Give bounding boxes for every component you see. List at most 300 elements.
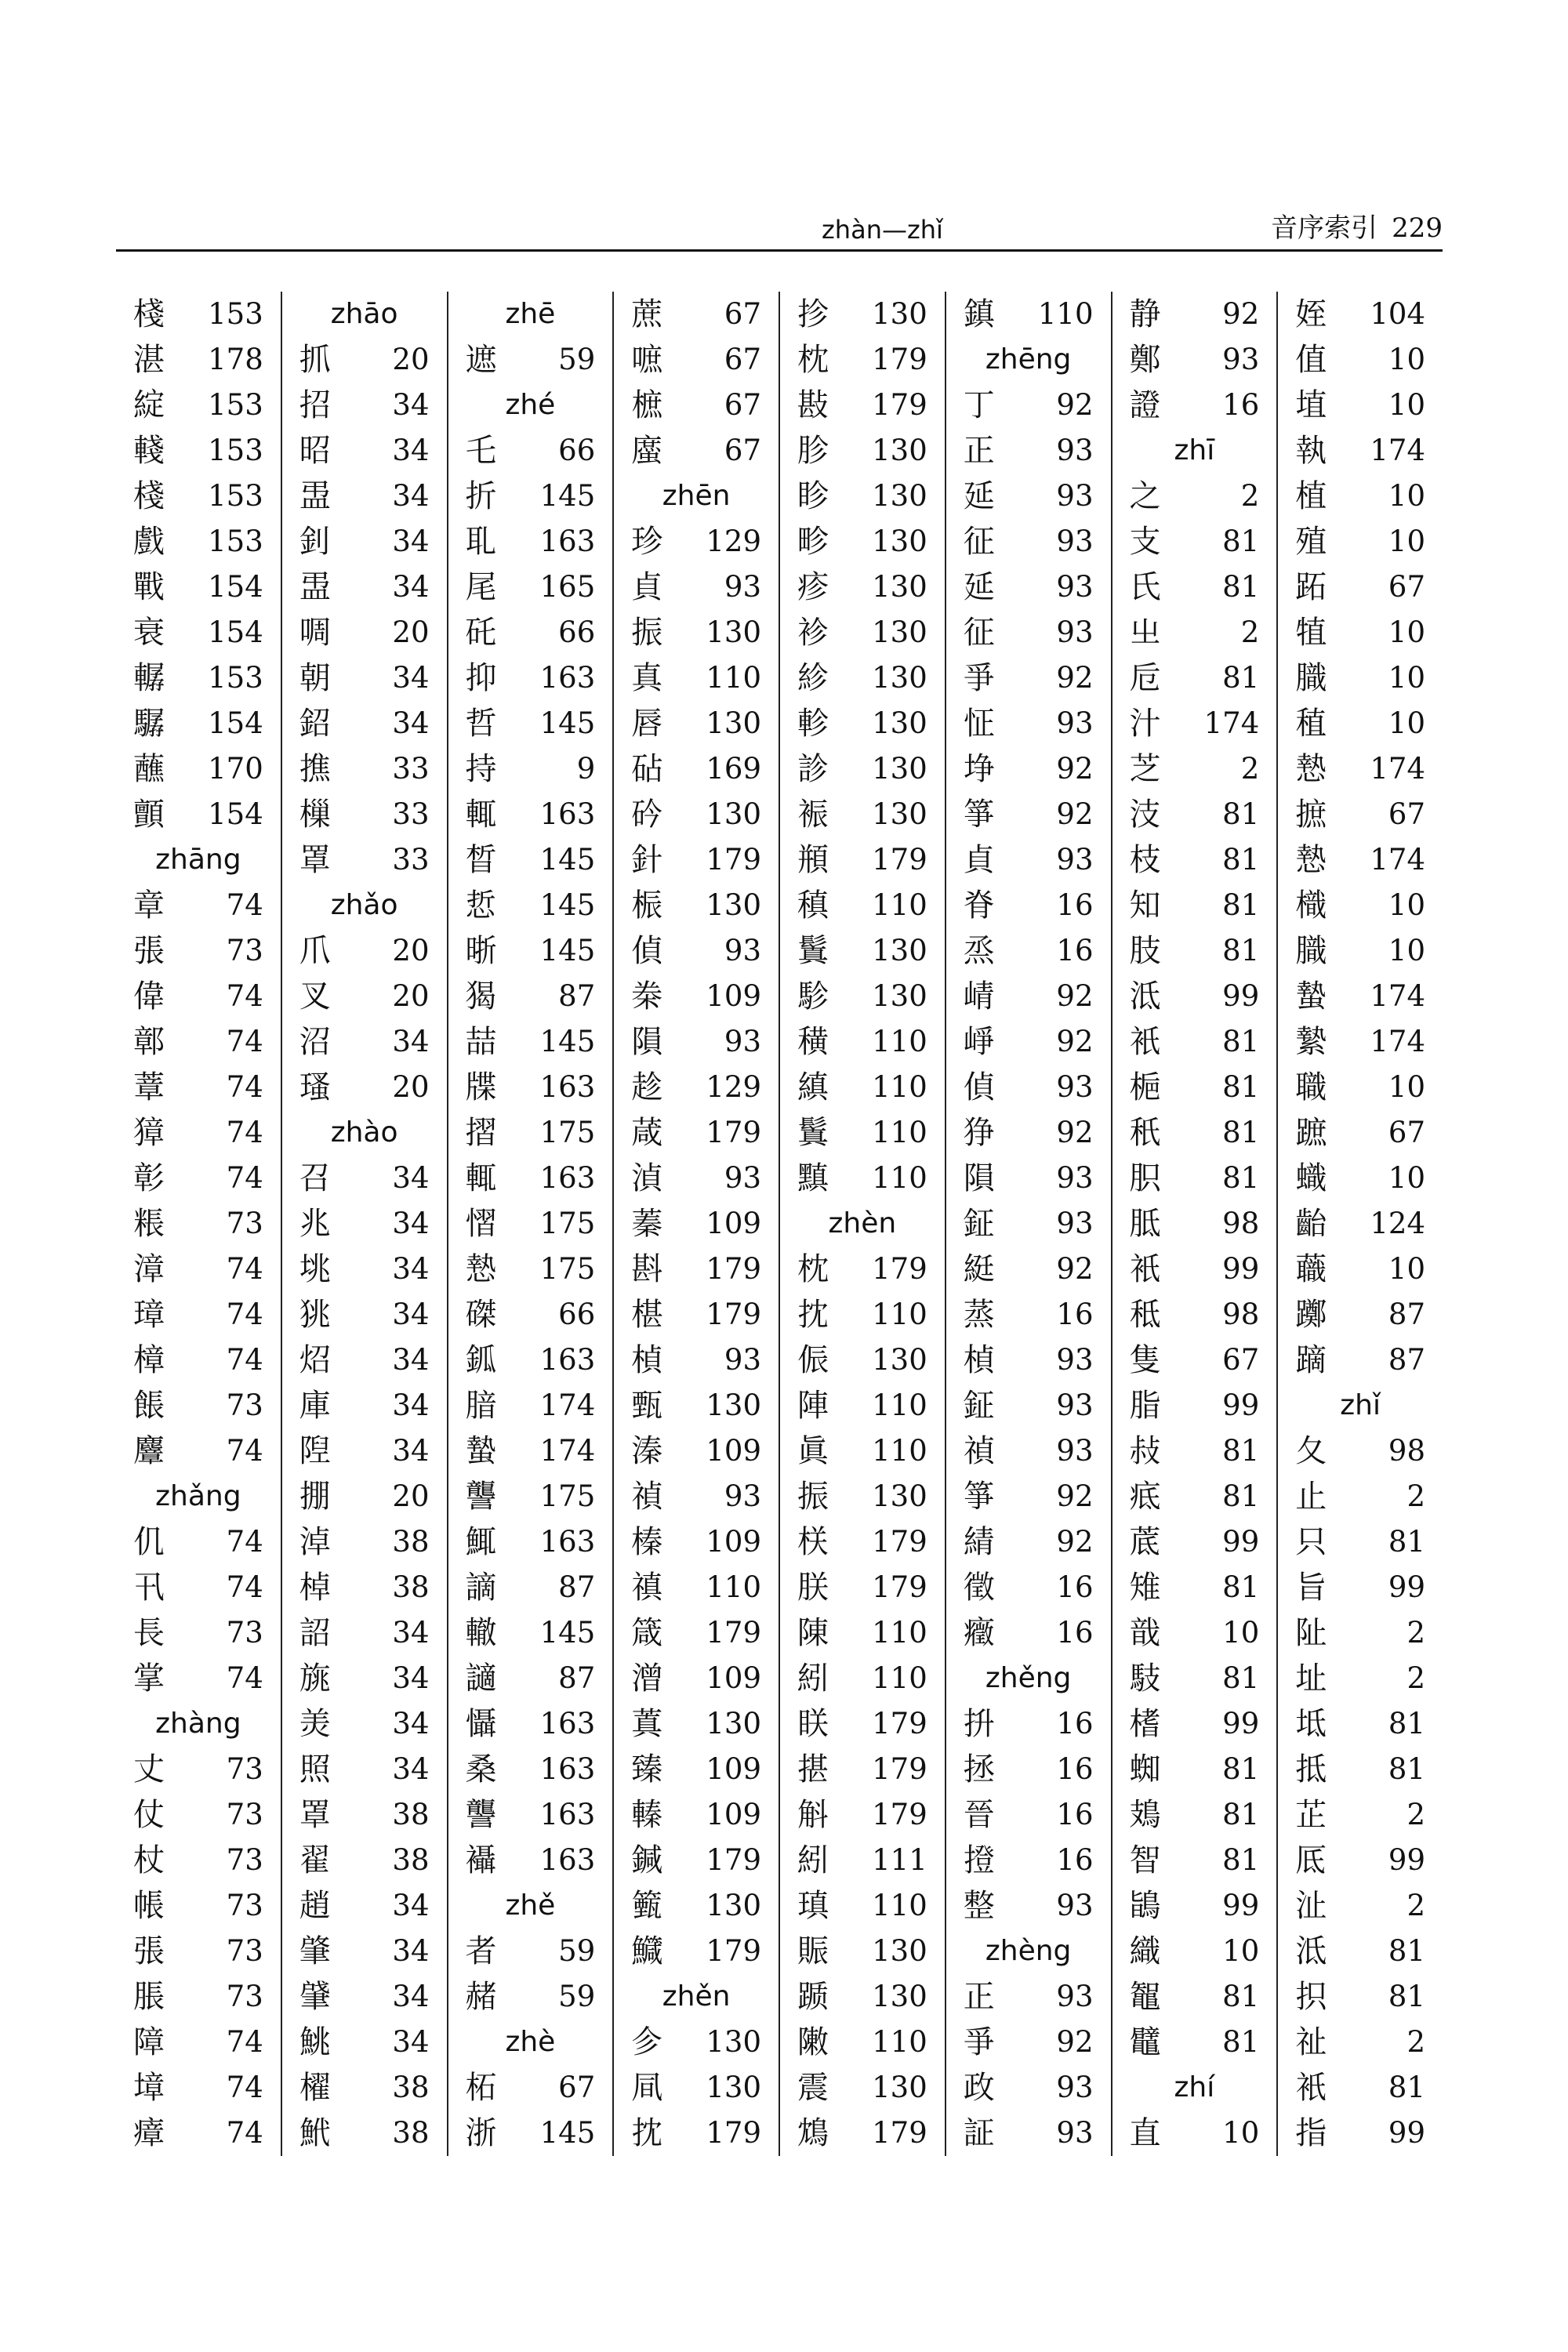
entry-page-number: 66 — [558, 1298, 596, 1331]
index-entry — [964, 974, 1094, 1019]
entry-page-number: 74 — [226, 1252, 263, 1286]
index-entry — [1130, 610, 1260, 655]
entry-page-number: 130 — [872, 434, 927, 467]
entry-character: 葴 — [631, 1115, 663, 1151]
entry-page-number: 145 — [539, 2116, 596, 2150]
index-entry — [1295, 1292, 1425, 1338]
index-entry — [631, 1201, 761, 1247]
entry-character: 鼅 — [1129, 1979, 1161, 2015]
entry-page-number: 33 — [392, 843, 430, 877]
entry-page-number: 109 — [706, 979, 761, 1013]
entry-page-number: 99 — [1222, 1889, 1260, 1922]
entry-character: 静 — [1129, 296, 1161, 332]
index-entry — [797, 1247, 927, 1292]
entry-page-number: 81 — [1222, 570, 1260, 604]
entry-page-number: 145 — [539, 934, 596, 967]
index-entry — [133, 1883, 263, 1929]
index-entry — [466, 1247, 596, 1292]
entry-character: 徵 — [963, 1570, 995, 1606]
entry-page-number: 2 — [1406, 1616, 1425, 1650]
entry-page-number: 110 — [872, 1434, 927, 1468]
entry-page-number: 99 — [1222, 1707, 1260, 1740]
entry-page-number: 74 — [226, 1343, 263, 1377]
entry-page-number: 2 — [1240, 479, 1260, 513]
entry-character: 罩 — [299, 842, 331, 878]
index-entry — [964, 928, 1094, 974]
entry-character: 馶 — [1129, 1661, 1161, 1697]
entry-character: 羙 — [299, 1706, 331, 1742]
index-entry — [466, 1065, 596, 1110]
index-entry — [797, 1519, 927, 1565]
index-entry — [299, 383, 430, 428]
index-entry — [299, 746, 430, 792]
entry-character: 釗 — [299, 524, 331, 560]
entry-page-number: 34 — [392, 1616, 430, 1650]
index-entry — [299, 1247, 430, 1292]
index-entry — [797, 428, 927, 474]
entry-page-number: 163 — [539, 1525, 596, 1559]
index-columns — [116, 292, 1443, 2156]
entry-page-number: 153 — [208, 297, 263, 331]
index-entry — [964, 1974, 1094, 2020]
index-entry — [133, 792, 263, 837]
page-header — [116, 201, 1443, 252]
index-entry — [466, 474, 596, 519]
entry-character: 蒖 — [631, 1706, 663, 1742]
entry-character: 桊 — [631, 978, 663, 1014]
entry-page-number: 130 — [872, 479, 927, 513]
entry-page-number: 74 — [226, 1116, 263, 1149]
entry-character: 狣 — [299, 1297, 331, 1333]
entry-character: 者 — [465, 1933, 497, 1969]
entry-page-number: 98 — [1388, 1434, 1425, 1468]
entry-page-number: 10 — [1388, 661, 1425, 695]
entry-page-number: 20 — [392, 615, 430, 649]
entry-character: 梔 — [1129, 1069, 1161, 1105]
index-entry — [797, 2020, 927, 2065]
index-entry — [1130, 974, 1260, 1019]
entry-character: 泜 — [1295, 1933, 1327, 1969]
entry-page-number: 174 — [1370, 979, 1425, 1013]
index-entry — [1130, 519, 1260, 564]
index-entry — [797, 564, 927, 610]
entry-character: 汁 — [1129, 706, 1161, 742]
entry-page-number: 34 — [392, 388, 430, 422]
entry-character: 阯 — [1295, 1615, 1327, 1651]
entry-page-number: 34 — [392, 1207, 430, 1240]
index-entry — [299, 792, 430, 837]
entry-character: 證 — [1129, 387, 1161, 423]
entry-page-number: 73 — [226, 1980, 263, 2013]
entry-character: 跖 — [1295, 569, 1327, 605]
entry-character: 趁 — [631, 1069, 663, 1105]
index-entry — [299, 428, 430, 474]
entry-character: 畛 — [797, 524, 829, 560]
index-entry — [133, 1792, 263, 1838]
entry-page-number: 179 — [706, 1252, 761, 1286]
pinyin-heading: zhè — [505, 2026, 556, 2058]
entry-character: 翟 — [299, 1842, 331, 1878]
entry-page-number: 154 — [208, 706, 263, 740]
index-entry — [964, 1201, 1094, 1247]
index-entry — [466, 1792, 596, 1838]
entry-character: 縝 — [797, 1069, 829, 1105]
entry-character: 敊 — [1129, 1433, 1161, 1469]
entry-character: 戰 — [133, 569, 165, 605]
entry-character: 踬 — [797, 1979, 829, 2015]
entry-page-number: 81 — [1222, 1025, 1260, 1058]
entry-page-number: 169 — [706, 752, 761, 786]
entry-character: 植 — [1295, 478, 1327, 514]
entry-page-number: 175 — [539, 1479, 596, 1513]
index-entry — [466, 1474, 596, 1519]
entry-character: 菧 — [1129, 1524, 1161, 1560]
index-entry — [133, 1247, 263, 1292]
entry-page-number: 10 — [1388, 479, 1425, 513]
entry-page-number: 74 — [226, 1298, 263, 1331]
index-entry — [1130, 474, 1260, 519]
entry-page-number: 92 — [1056, 2025, 1094, 2059]
entry-page-number: 130 — [872, 2071, 927, 2104]
index-entry — [299, 1929, 430, 1974]
entry-page-number: 16 — [1056, 1843, 1094, 1877]
index-entry — [964, 1428, 1094, 1474]
index-entry — [797, 1110, 927, 1156]
entry-character: 矺 — [465, 615, 497, 651]
entry-character: 蟙 — [1295, 1160, 1327, 1196]
entry-character: 掤 — [299, 1479, 331, 1515]
index-entry — [1130, 655, 1260, 701]
entry-page-number: 16 — [1056, 1798, 1094, 1831]
entry-page-number: 179 — [872, 343, 927, 376]
index-entry — [631, 746, 761, 792]
index-entry — [797, 2065, 927, 2111]
index-entry — [299, 1292, 430, 1338]
entry-page-number: 109 — [706, 1525, 761, 1559]
entry-page-number: 93 — [1056, 2116, 1094, 2150]
index-entry — [299, 474, 430, 519]
entry-page-number: 10 — [1388, 888, 1425, 922]
entry-character: 直 — [1129, 2115, 1161, 2151]
entry-character: 蒸 — [963, 1297, 995, 1333]
entry-page-number: 145 — [539, 843, 596, 877]
entry-page-number: 10 — [1222, 1616, 1260, 1650]
entry-page-number: 130 — [706, 1388, 761, 1422]
index-entry — [1295, 1974, 1425, 2020]
index-entry — [1130, 1974, 1260, 2020]
index-entry — [964, 2020, 1094, 2065]
entry-character: 枕 — [797, 1251, 829, 1287]
entry-page-number: 110 — [872, 2025, 927, 2059]
entry-page-number: 2 — [1406, 1661, 1425, 1695]
index-entry — [1295, 974, 1425, 1019]
index-entry — [1130, 746, 1260, 792]
entry-page-number: 153 — [208, 524, 263, 558]
index-entry — [466, 519, 596, 564]
index-entry — [466, 1974, 596, 2020]
entry-character: 仉 — [133, 1524, 165, 1560]
index-entry — [466, 1156, 596, 1201]
entry-character: 哲 — [465, 706, 497, 742]
entry-character: 讋 — [465, 1479, 497, 1515]
entry-character: 紖 — [797, 1661, 829, 1697]
entry-character: 正 — [963, 433, 995, 469]
index-entry — [299, 1428, 430, 1474]
entry-page-number: 87 — [558, 1661, 596, 1695]
index-entry — [133, 1974, 263, 2020]
index-entry — [631, 337, 761, 383]
entry-character: 湛 — [133, 342, 165, 378]
entry-character: 爪 — [299, 933, 331, 969]
entry-character: 頩 — [797, 842, 829, 878]
entry-page-number: 81 — [1222, 888, 1260, 922]
entry-page-number: 130 — [706, 797, 761, 831]
entry-page-number: 179 — [872, 1252, 927, 1286]
entry-character: 振 — [631, 615, 663, 651]
index-entry — [1130, 292, 1260, 337]
entry-character: 陣 — [797, 1388, 829, 1424]
entry-character: 詔 — [299, 1615, 331, 1651]
entry-character: 張 — [133, 933, 165, 969]
index-entry — [1130, 1201, 1260, 1247]
index-entry — [964, 564, 1094, 610]
entry-page-number: 163 — [539, 1798, 596, 1831]
index-entry — [1130, 1065, 1260, 1110]
entry-page-number: 67 — [1388, 570, 1425, 604]
entry-page-number: 81 — [1222, 1161, 1260, 1195]
index-entry — [1130, 1565, 1260, 1610]
entry-page-number: 175 — [539, 1207, 596, 1240]
index-entry — [797, 1565, 927, 1610]
index-entry — [964, 1610, 1094, 1656]
entry-character: 秪 — [1129, 1297, 1161, 1333]
entry-character: 卮 — [1129, 660, 1161, 696]
entry-character: 崝 — [963, 978, 995, 1014]
entry-page-number: 104 — [1370, 297, 1425, 331]
index-entry — [1130, 1929, 1260, 1974]
entry-page-number: 81 — [1388, 1752, 1425, 1786]
entry-page-number: 145 — [539, 479, 596, 513]
index-column — [1111, 292, 1277, 2156]
entry-character: 彰 — [133, 1160, 165, 1196]
entry-character: 鉊 — [299, 706, 331, 742]
entry-page-number: 174 — [1370, 434, 1425, 467]
entry-page-number: 130 — [706, 706, 761, 740]
index-entry — [299, 1656, 430, 1701]
index-entry — [466, 1565, 596, 1610]
entry-character: 耴 — [465, 524, 497, 560]
index-entry — [797, 292, 927, 337]
entry-character: 顫 — [133, 797, 165, 833]
index-entry — [1295, 1065, 1425, 1110]
entry-page-number: 130 — [706, 888, 761, 922]
index-entry — [299, 1383, 430, 1428]
entry-page-number: 34 — [392, 1161, 430, 1195]
entry-page-number: 67 — [724, 343, 761, 376]
entry-page-number: 163 — [539, 661, 596, 695]
entry-page-number: 93 — [1056, 843, 1094, 877]
entry-character: 唇 — [631, 706, 663, 742]
entry-page-number: 73 — [226, 1843, 263, 1877]
index-entry — [797, 1747, 927, 1792]
index-entry — [964, 1156, 1094, 1201]
entry-page-number: 74 — [226, 2025, 263, 2059]
index-entry — [299, 337, 430, 383]
entry-character: 棧 — [133, 296, 165, 332]
entry-character: 脊 — [963, 887, 995, 924]
entry-character: 征 — [963, 615, 995, 651]
entry-character: 殖 — [1295, 524, 1327, 560]
entry-page-number: 34 — [392, 1752, 430, 1786]
entry-character: 慹 — [1295, 842, 1327, 878]
entry-character: 犆 — [1295, 615, 1327, 651]
index-entry — [797, 1156, 927, 1201]
index-entry — [299, 1701, 430, 1747]
index-entry — [631, 837, 761, 883]
entry-page-number: 20 — [392, 343, 430, 376]
entry-page-number: 16 — [1056, 1298, 1094, 1331]
index-entry — [631, 428, 761, 474]
entry-character: 埴 — [1295, 387, 1327, 423]
index-entry — [797, 337, 927, 383]
entry-character: 摺 — [465, 1115, 497, 1151]
index-entry — [631, 792, 761, 837]
entry-character: 軫 — [797, 706, 829, 742]
entry-character: 綎 — [963, 1251, 995, 1287]
index-entry — [964, 792, 1094, 837]
entry-character: 砛 — [631, 797, 663, 833]
index-entry — [631, 519, 761, 564]
entry-page-number: 81 — [1222, 1752, 1260, 1786]
entry-character: 政 — [963, 2070, 995, 2106]
entry-page-number: 179 — [706, 843, 761, 877]
entry-page-number: 110 — [872, 1070, 927, 1104]
entry-page-number: 98 — [1222, 1207, 1260, 1240]
entry-page-number: 93 — [1056, 706, 1094, 740]
entry-page-number: 163 — [539, 1707, 596, 1740]
entry-character: 延 — [963, 569, 995, 605]
entry-page-number: 81 — [1222, 661, 1260, 695]
entry-character: 朝 — [299, 660, 331, 696]
entry-page-number: 93 — [1056, 1980, 1094, 2013]
index-entry — [631, 1428, 761, 1474]
entry-character: 揕 — [797, 1751, 829, 1788]
index-entry — [631, 1065, 761, 1110]
index-entry — [964, 1747, 1094, 1792]
entry-page-number: 16 — [1056, 888, 1094, 922]
entry-character: 㞢 — [1129, 615, 1161, 651]
entry-page-number: 92 — [1056, 1116, 1094, 1149]
entry-page-number: 130 — [872, 1934, 927, 1968]
entry-page-number: 153 — [208, 479, 263, 513]
entry-character: 胗 — [797, 433, 829, 469]
entry-page-number: 81 — [1388, 1934, 1425, 1968]
index-entry — [1130, 1338, 1260, 1383]
index-entry — [299, 2065, 430, 2111]
entry-character: 狰 — [963, 1115, 995, 1151]
entry-character: 禎 — [631, 1479, 663, 1515]
entry-character: 楨 — [963, 1342, 995, 1378]
index-entry — [964, 1838, 1094, 1883]
entry-page-number: 38 — [392, 1798, 430, 1831]
index-entry — [466, 974, 596, 1019]
entry-character: 戲 — [133, 524, 165, 560]
index-entry — [1295, 792, 1425, 837]
entry-character: 慹 — [1295, 751, 1327, 787]
entry-page-number: 74 — [226, 1661, 263, 1695]
entry-page-number: 93 — [1056, 2071, 1094, 2104]
entry-character: 真 — [631, 660, 663, 696]
entry-page-number: 130 — [872, 752, 927, 786]
entry-character: 戠 — [1129, 1615, 1161, 1651]
index-entry — [797, 746, 927, 792]
entry-character: 麞 — [133, 1433, 165, 1469]
entry-page-number: 110 — [1037, 297, 1094, 331]
entry-page-number: 130 — [872, 1479, 927, 1513]
entry-page-number: 179 — [706, 1934, 761, 1968]
entry-page-number: 81 — [1222, 1798, 1260, 1831]
entry-page-number: 99 — [1222, 1388, 1260, 1422]
index-entry — [133, 383, 263, 428]
entry-page-number: 130 — [706, 2071, 761, 2104]
entry-page-number: 10 — [1388, 706, 1425, 740]
index-entry — [1130, 1428, 1260, 1474]
entry-page-number: 130 — [872, 979, 927, 1013]
pinyin-heading: zhě — [505, 1889, 556, 1922]
index-entry — [299, 519, 430, 564]
entry-page-number: 10 — [1388, 615, 1425, 649]
entry-page-number: 163 — [539, 1070, 596, 1104]
entry-page-number: 81 — [1222, 1980, 1260, 2013]
entry-character: 慴 — [465, 1206, 497, 1242]
index-entry — [133, 1156, 263, 1201]
entry-character: 雉 — [1129, 1570, 1161, 1606]
entry-character: 貞 — [631, 569, 663, 605]
entry-page-number: 93 — [1056, 1161, 1094, 1195]
entry-character: 抌 — [631, 2115, 663, 2151]
entry-page-number: 38 — [392, 1525, 430, 1559]
entry-page-number: 110 — [872, 1616, 927, 1650]
pinyin-heading: zhāo — [330, 298, 398, 330]
entry-page-number: 92 — [1056, 1479, 1094, 1513]
pinyin-heading: zhé — [505, 389, 556, 421]
entry-character: 衹 — [1129, 1024, 1161, 1060]
entry-character: 瑱 — [797, 1888, 829, 1924]
entry-page-number: 73 — [226, 934, 263, 967]
entry-page-number: 92 — [1056, 1252, 1094, 1286]
index-entry — [964, 655, 1094, 701]
entry-character: 折 — [465, 478, 497, 514]
entry-character: 抌 — [797, 1297, 829, 1333]
entry-page-number: 20 — [392, 979, 430, 1013]
index-entry — [631, 1110, 761, 1156]
pinyin-heading: zhěng — [985, 1662, 1072, 1694]
entry-page-number: 20 — [392, 934, 430, 967]
index-entry — [1130, 1474, 1260, 1519]
entry-character: 帳 — [133, 1888, 165, 1924]
entry-character: 止 — [1295, 1479, 1327, 1515]
entry-character: 蔗 — [631, 296, 663, 332]
index-entry — [299, 1519, 430, 1565]
entry-page-number: 130 — [872, 661, 927, 695]
pinyin-heading: zhǎo — [330, 889, 398, 921]
entry-page-number: 2 — [1406, 1479, 1425, 1513]
index-entry — [631, 1474, 761, 1519]
index-entry — [631, 1383, 761, 1428]
index-entry — [133, 655, 263, 701]
entry-page-number: 93 — [724, 1025, 761, 1058]
entry-character: 赭 — [465, 1979, 497, 2015]
